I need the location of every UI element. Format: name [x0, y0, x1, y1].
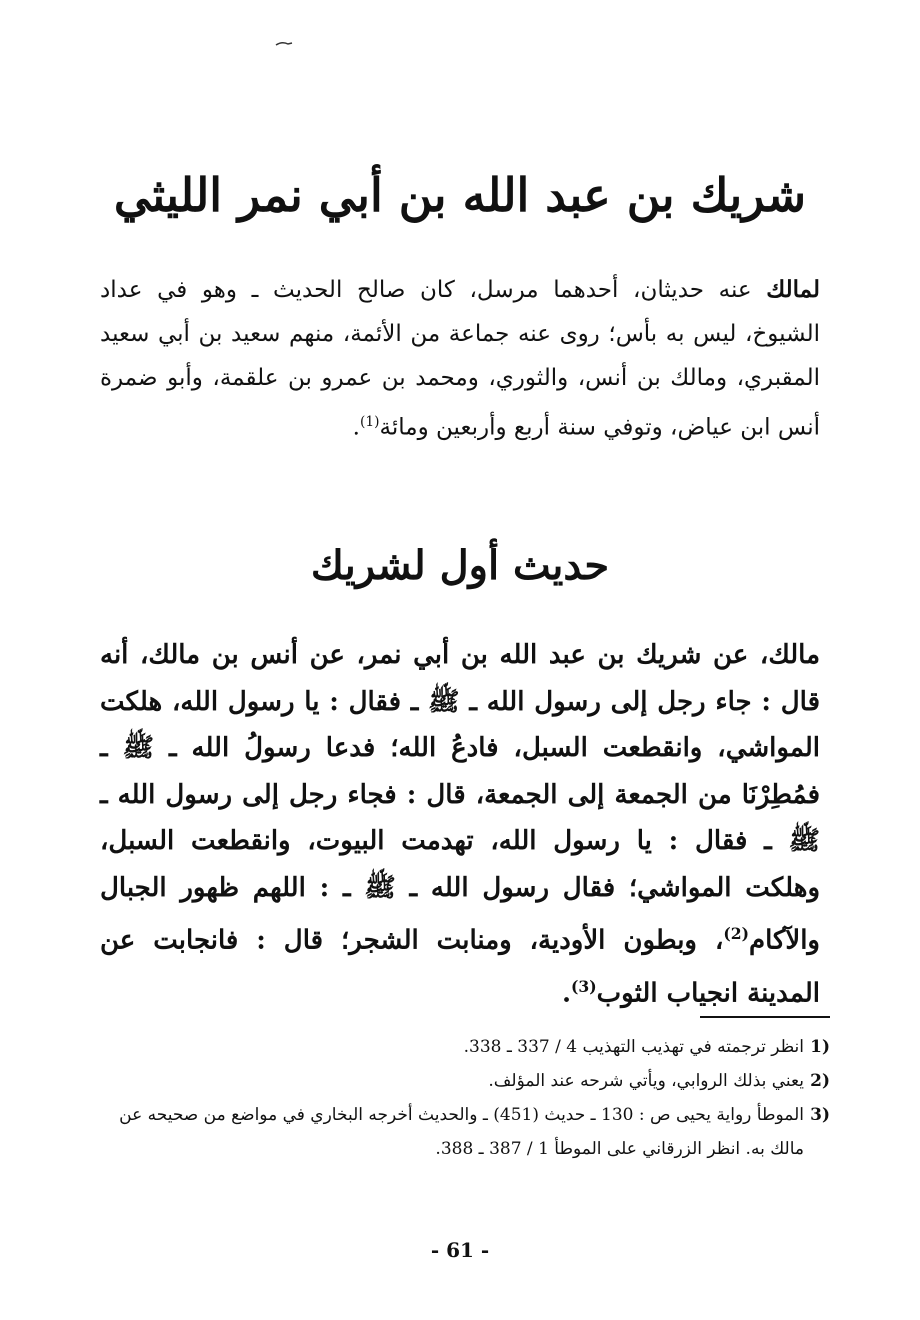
hadith-text: مالك، عن شريك بن عبد الله بن أبي نمر، عن أنس بن مالك، أنه قال : جاء رجل إلى رسول الله ـ ﷺ ـ فقال : يا رسول الله، هلكت المواشي، وانقطعت السبل، فادعُ الله؛ فدعا رسولُ الله ـ ﷺ ـ فمُطِرْنَا من الجمعة إلى الجمعة، قال : فجاء رجل إلى رسول الله ـ ﷺ ـ فقال : يا رسول الله، تهدمت البيوت، وانقطعت السبل، وهلكت المواشي؛ فقال رسول الله ـ ﷺ ـ : اللهم ظهور الجبال والآكام	[100, 640, 820, 956]
footnote-text: يعني بذلك الروابي، ويأتي شرحه عند المؤلف.	[488, 1071, 804, 1091]
footnote-text: انظر ترجمته في تهذيب التهذيب 4 / 337 ـ 338.	[463, 1037, 804, 1057]
footnote-item	[100, 1030, 830, 1064]
hadith-text-continued: ، وبطون الأودية، ومنابت الشجر؛ قال : فانجابت عن المدينة انجياب الثوب	[100, 925, 820, 1009]
footnote-item	[100, 1064, 830, 1098]
footnote-divider	[700, 1016, 830, 1018]
biography-lead: لمالك	[766, 276, 820, 303]
section-title: حديث أول لشريك	[310, 542, 610, 589]
hadith-end: .	[561, 978, 572, 1009]
footnote-ref-3: (3)	[571, 977, 597, 997]
footnote-number: (3	[810, 1105, 830, 1125]
biography-text: عنه حديثان، أحدهما مرسل، كان صالح الحديث ـ وهو في عداد الشيوخ، ليس به بأس؛ روى عنه جماعة من الأئمة، منهم سعيد بن أبي سعيد المقبري، ومالك بن أنس، والثوري، ومحمد بن عمرو بن علقمة، وأبو ضمرة أنس ابن عياض، وتوفي سنة أربع وأربعين ومائة	[100, 277, 820, 441]
hadith-paragraph	[100, 632, 820, 1017]
page-number: - 61 -	[430, 1238, 490, 1262]
footnote-text: الموطأ رواية يحيى ص : 130 ـ حديث (451) ـ والحديث أخرجه البخاري في مواضع من صحيحه عن مالك به. انظر الزرقاني على الموطأ 1 / 387 ـ 388.	[119, 1105, 804, 1159]
ink-speck	[274, 40, 294, 48]
footnotes-list	[100, 1030, 830, 1166]
biography-end: .	[352, 414, 360, 441]
page-title: شريك بن عبد الله بن أبي نمر الليثي	[113, 168, 807, 222]
footnote-item	[100, 1098, 830, 1166]
footnote-number: (1	[810, 1037, 830, 1057]
footnote-number: (2	[810, 1071, 830, 1091]
biography-paragraph	[100, 268, 820, 450]
footnote-ref-1: (1)	[359, 414, 380, 430]
footnote-ref-2: (2)	[723, 924, 749, 943]
